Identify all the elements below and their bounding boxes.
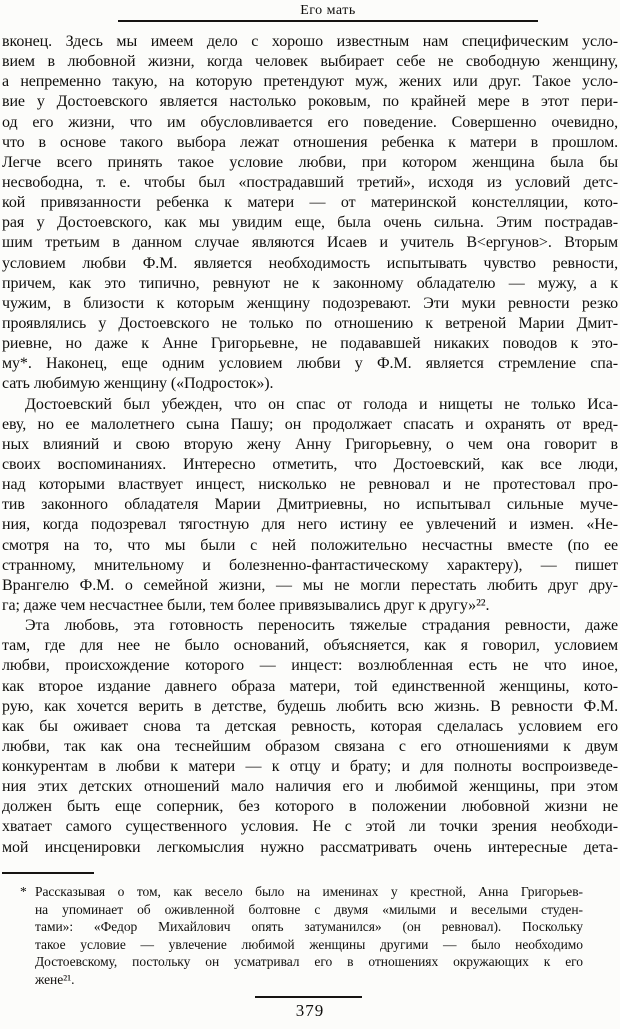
footnote-line: такое условие — увлечение любимой женщины другими — было необходимо [35,936,583,952]
body-line: рая у Достоевского, как мы увидим еще, была очень сильна. Этим пострадав- [2,214,618,232]
footnote-line: тами»: «Федор Михайлович опять затуманился» (он ревновал). Поскольку [35,919,583,934]
body-line: там, где для нее не было оснований, объясняется, как я говорил, условием [2,637,618,655]
body-line: проявлялись у Достоевского не только по отношению к ветреной Марии Дмит- [2,314,618,332]
body-line: вконец. Здесь мы имеем дело с хорошо известным нам специфическим усло- [2,33,618,50]
body-line: Достоевский был убежден, что он спас от голода и нищеты не только Иса- [25,395,618,413]
body-line: вие у Достоевского является настолько роковым, по крайней мере в этот пери- [2,93,618,111]
body-line: га; даже чем несчастнее были, тем более привязывались друг к другу»²². [2,596,490,614]
body-line: еву, но ее малолетнего сына Пашу; он продолжает спасать и охранять от вред- [2,415,618,433]
body-line: му*. Наконец, еще одним условием любви у Ф.М. является стремление спа- [2,355,618,373]
body-line: смотря на то, что мы были с ней положительно несчастны вместе (по ее [2,536,618,554]
header-rule [118,20,538,22]
body-line: конкурентам в любви к матери — к отцу и брату; и для полноты воспроизведе- [2,758,618,776]
body-line: как бы оживает снова та детская ревность, которая сделалась условием его [2,717,618,735]
footnote-line: жене²¹. [35,971,75,987]
footnote-line: на упоминает об оживленной болтовне с двумя «милыми и веселыми студен- [35,901,583,917]
body-line: любви, так как она теснейшим образом связана с его отношениями к двум [2,737,618,755]
body-line: чужим, в близости к которым женщину подозревают. Эти муки ревности резко [2,294,618,312]
body-line: мой инсценировки легкомыслия нужно рассматривать очень интересные дета- [2,838,618,856]
footnote-marker: * [20,884,27,899]
body-line: сать любимую женщину («Подросток»). [2,375,274,393]
body-line: хватает самого существенного условия. Не с этой ли точки зрения необходи- [2,818,618,836]
body-line: а непременно такую, на которую претендуют муж, жених или друг. Такое усло- [2,73,618,91]
body-line: рую, как хочется верить в детстве, будешь любить всю жизнь. В ревности Ф.М. [2,697,618,715]
footnote-line: Рассказывая о том, как весело было на именинах у крестной, Анна Григорьев- [35,884,583,899]
footnote-separator [2,872,94,874]
body-line: ных влияний и свою вторую жену Анну Григорьевну, о чем она говорит в [2,435,618,453]
body-line: своих воспоминаниях. Интересно отметить, что Достоевский, как все люди, [2,455,618,473]
body-line: вием в любовной жизни, когда человек выбирает себе не свободную женщину, [2,53,618,71]
body-text [2,32,618,858]
body-line: Эта любовь, эта готовность переносить тяжелые страдания ревности, даже [25,617,618,635]
body-line: любви, происхождение которого — инцест: возлюбленная есть не что иное, [2,657,618,675]
page-number-rule [255,996,362,998]
body-line: кой привязанности ребенка к матери — от материнской констелляции, кото- [2,194,618,212]
running-head-title: Его мать [300,3,356,18]
body-line: несвободна, т. е. чтобы был «пострадавший третий», исходя из условий детс- [2,173,618,191]
body-line: Легче всего принять такое условие любви, при котором женщина была бы [2,153,618,171]
body-line: тив законного обладателя Марии Дмитриевны, но испытывал сильные муче- [2,496,618,514]
footnote-line: Достоевскому, постольку он усматривал его в отношениях окружающих к его [35,954,583,969]
body-line: риевне, но даже к Анне Григорьевне, не подававшей никаких поводов к это- [2,335,618,353]
body-line: од его жизни, что им обусловливается его поведение. Совершенно очевидно, [2,113,618,131]
body-line: причем, как это типично, ревнуют не к законному обладателю — мужу, а к [2,274,618,292]
body-line: Врангелю Ф.М. о семейной жизни, — мы не могли перестать любить друг дру- [2,576,618,594]
body-line: над которыми властвует инцест, нисколько не ревновал и не протестовал про- [2,476,618,494]
footnote [20,883,583,988]
body-line: что в основе такого выбора лежат отношения ребенка к матери в прошлом. [2,133,618,151]
page-number: 379 [295,1001,325,1020]
footnote-lines [35,883,583,988]
body-line: ния этих детских отношений мало наличия его и любимой женщины, при этом [2,778,618,796]
body-line: странному, мнительному и болезненно-фантастическому характеру), — пишет [2,556,618,574]
body-line: должен быть еще соперник, без которого в положении любовной жизни не [2,798,618,816]
body-line: как второе издание давнего образа матери, той единственной женщины, кото- [2,677,618,695]
body-line: условием любви Ф.М. является необходимость испытывать чувство ревности, [2,254,618,272]
body-line: шим третьим в данном случае являются Исаев и учитель В<ергунов>. Вторым [2,234,618,252]
body-line: ния, когда подозревал тягостную для него истину ее увлечений и измен. «Не- [2,516,618,534]
